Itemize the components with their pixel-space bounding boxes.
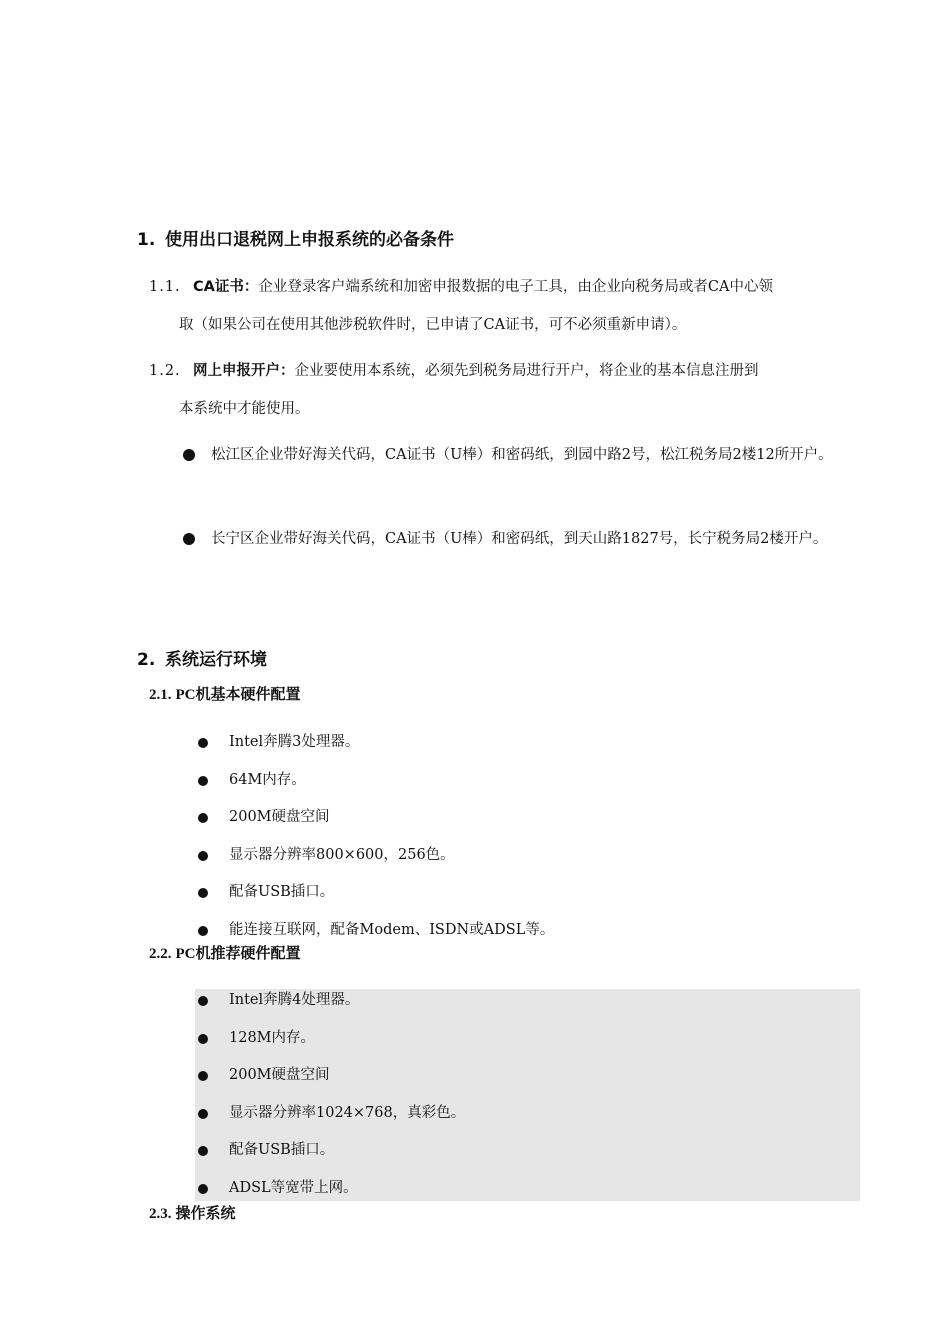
section-2-heading bbox=[137, 650, 267, 670]
bullet-icon bbox=[198, 813, 208, 823]
item-term: 网上申报开户： bbox=[193, 363, 295, 379]
section-number: 1. bbox=[137, 230, 156, 250]
list-item-text: 配备USB插口。 bbox=[229, 884, 335, 900]
list-item bbox=[195, 1095, 860, 1133]
subsection-2-3-heading bbox=[149, 1205, 236, 1223]
subsection-title: PC机基本硬件配置 bbox=[175, 687, 301, 703]
bullet-icon bbox=[198, 738, 208, 748]
list-item bbox=[195, 982, 860, 1020]
item-number: 1.2. bbox=[149, 363, 181, 379]
bullet-icon bbox=[198, 851, 208, 861]
list-item bbox=[195, 724, 860, 762]
bullet-icon bbox=[198, 1034, 208, 1044]
subsection-number: 2.2. bbox=[149, 946, 172, 962]
subsection-number: 2.3. bbox=[149, 1206, 172, 1222]
section-title: 使用出口退税网上申报系统的必备条件 bbox=[165, 230, 454, 250]
bullet-icon bbox=[198, 776, 208, 786]
list-item bbox=[195, 837, 860, 875]
list-item bbox=[195, 912, 860, 950]
bullet-text: 长宁区企业带好海关代码，CA证书（U棒）和密码纸，到天山路1827号，长宁税务局2楼开户。 bbox=[211, 531, 828, 547]
section-1-heading bbox=[137, 230, 454, 250]
bullet-icon bbox=[183, 449, 195, 461]
bullet-icon bbox=[198, 926, 208, 936]
bullet-icon bbox=[198, 996, 208, 1006]
list-item-text: 能连接互联网，配备Modem、ISDN或ADSL等。 bbox=[229, 921, 555, 938]
list-item bbox=[195, 1170, 860, 1208]
list-item-text: 128M内存。 bbox=[229, 1029, 316, 1046]
list-item-text: 显示器分辨率1024×768，真彩色。 bbox=[229, 1104, 466, 1121]
subsection-2-2-heading bbox=[149, 945, 301, 963]
list-item-text: Intel奔腾4处理器。 bbox=[229, 992, 360, 1008]
subsection-title: PC机推荐硬件配置 bbox=[175, 946, 301, 962]
paragraph-1-1 bbox=[149, 268, 860, 344]
list-item-text: 显示器分辨率800×600，256色。 bbox=[229, 846, 455, 863]
list-item bbox=[195, 799, 860, 837]
bullet-icon bbox=[183, 533, 195, 545]
subsection-title: 操作系统 bbox=[175, 1206, 236, 1222]
item-text-line2: 本系统中才能使用。 bbox=[179, 401, 310, 417]
subsection-number: 2.1. bbox=[149, 687, 172, 703]
list-item-text: 200M硬盘空间 bbox=[229, 809, 330, 825]
item-text-line1: 企业要使用本系统，必须先到税务局进行开户，将企业的基本信息注册到 bbox=[294, 363, 759, 379]
item-number: 1.1. bbox=[149, 279, 181, 295]
subsection-2-1-heading bbox=[149, 686, 301, 704]
list-item-text: Intel奔腾3处理器。 bbox=[229, 734, 360, 750]
section-number: 2. bbox=[137, 650, 156, 670]
bullet-item-changning bbox=[183, 521, 860, 558]
list-item-text: 200M硬盘空间 bbox=[229, 1067, 330, 1083]
item-text-line2: 取（如果公司在使用其他涉税软件时，已申请了CA证书，可不必须重新申请）。 bbox=[179, 317, 687, 333]
bullet-icon bbox=[198, 1071, 208, 1081]
list-item-text: 64M内存。 bbox=[229, 771, 306, 788]
section-title: 系统运行环境 bbox=[165, 650, 267, 670]
bullet-text: 松江区企业带好海关代码，CA证书（U棒）和密码纸，到园中路2号，松江税务局2楼12所开户。 bbox=[211, 447, 833, 463]
bullet-icon bbox=[198, 888, 208, 898]
list-item bbox=[195, 1132, 860, 1170]
bullet-item-songjiang bbox=[183, 437, 860, 474]
list-item-text: ADSL等宽带上网。 bbox=[229, 1179, 358, 1196]
basic-hardware-list bbox=[195, 724, 860, 949]
list-item bbox=[195, 1020, 860, 1058]
list-item bbox=[195, 874, 860, 912]
item-text-line1: 企业登录客户端系统和加密申报数据的电子工具，由企业向税务局或者CA中心领 bbox=[258, 279, 773, 295]
list-item bbox=[195, 762, 860, 800]
bullet-icon bbox=[198, 1146, 208, 1156]
bullet-icon bbox=[198, 1109, 208, 1119]
item-term: CA证书： bbox=[193, 279, 259, 295]
paragraph-1-2 bbox=[149, 352, 860, 428]
list-item bbox=[195, 1057, 860, 1095]
recommended-hardware-list bbox=[195, 989, 860, 1201]
list-item-text: 配备USB插口。 bbox=[229, 1142, 335, 1158]
bullet-icon bbox=[198, 1184, 208, 1194]
